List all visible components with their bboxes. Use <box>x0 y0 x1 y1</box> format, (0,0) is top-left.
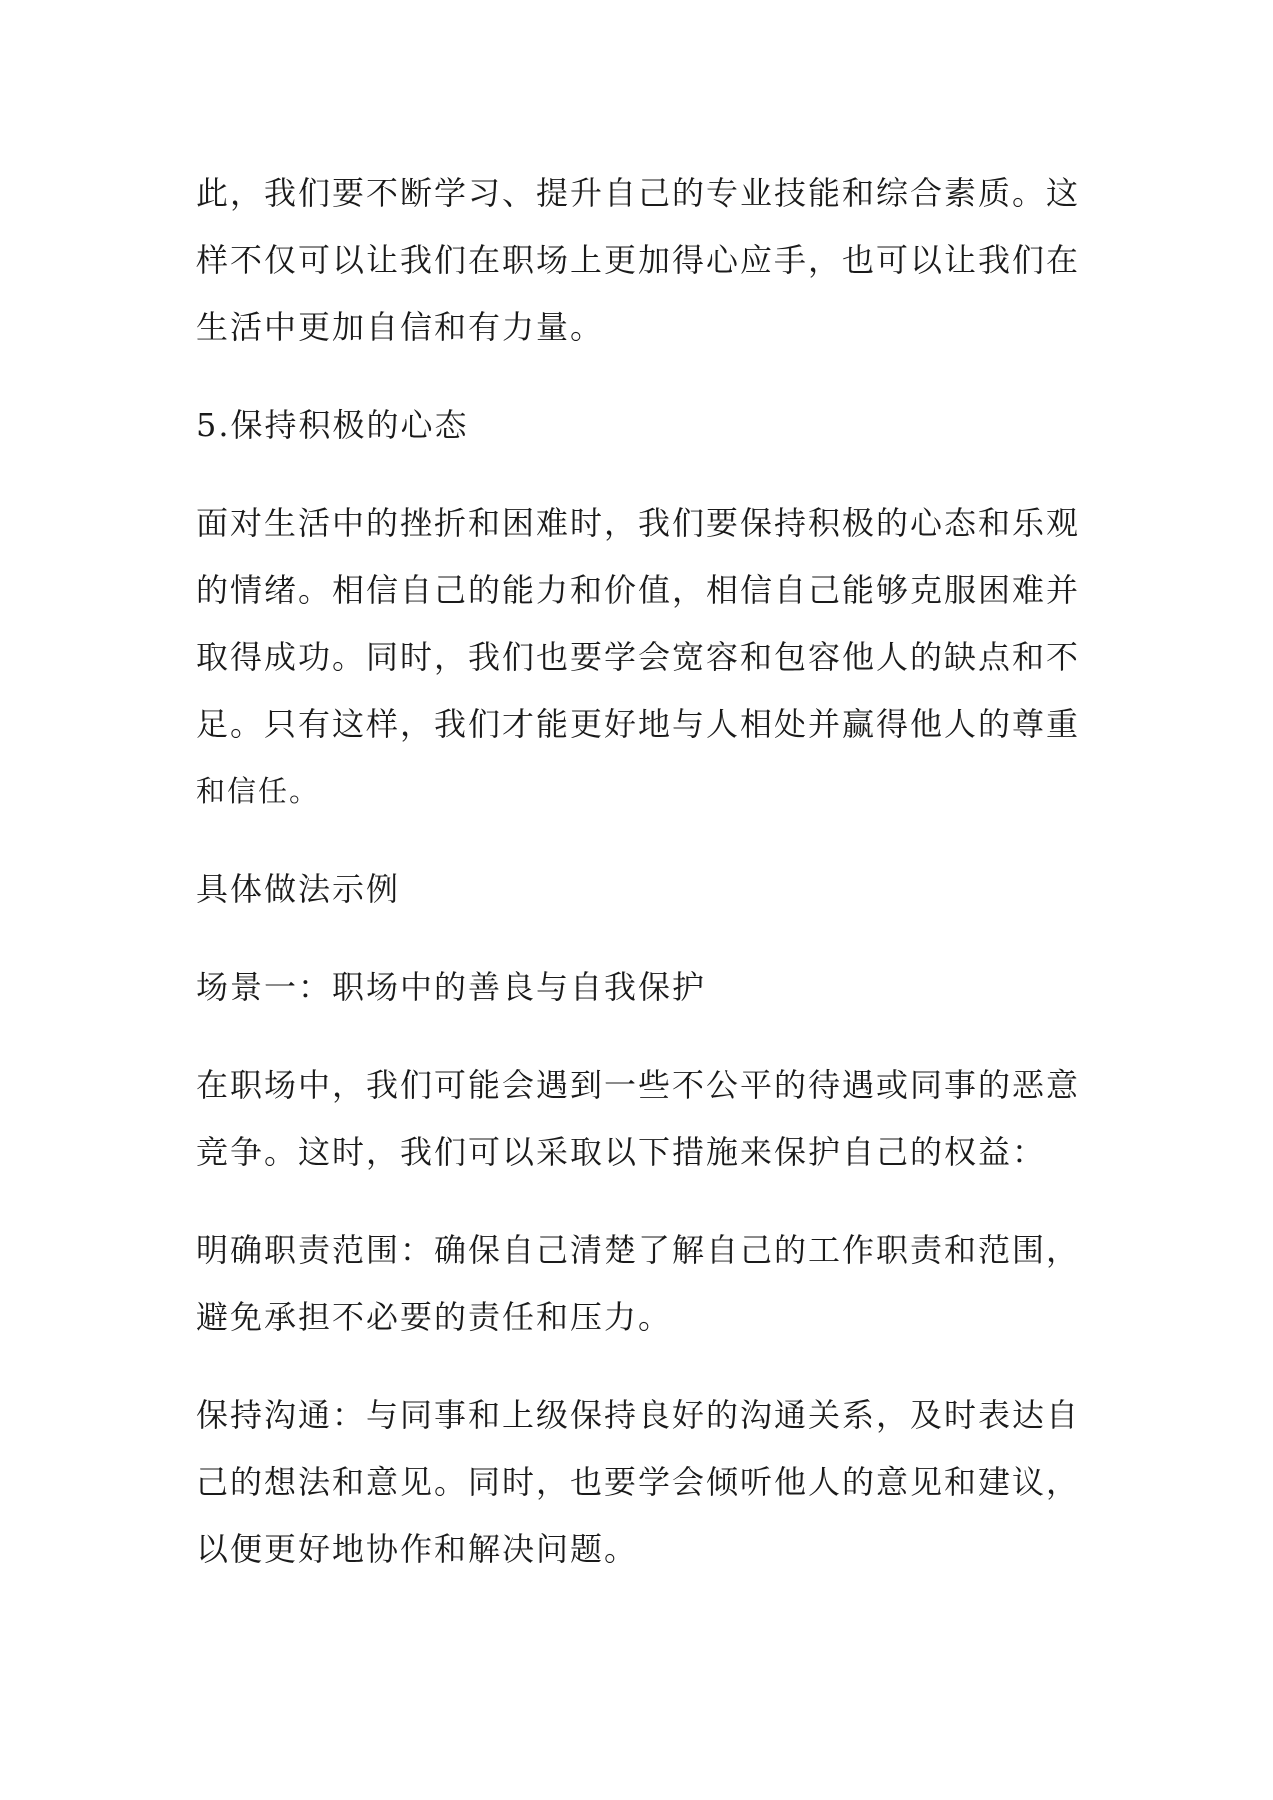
text-line: 明确职责范围：确保自己清楚了解自己的工作职责和范围， <box>196 1231 1081 1269</box>
text-line: 面对生活中的挫折和困难时，我们要保持积极的心态和乐观 <box>196 504 1081 542</box>
paragraph-clarify-duties <box>196 1217 1086 1351</box>
paragraph-continuation <box>196 160 1086 361</box>
text-line: 竞争。这时，我们可以采取以下措施来保护自己的权益： <box>196 1133 1047 1171</box>
paragraph-scene-1 <box>196 1052 1086 1186</box>
text-line: 避免承担不必要的责任和压力。 <box>196 1298 673 1336</box>
text-line: 的情绪。相信自己的能力和价值，相信自己能够克服困难并 <box>196 571 1081 609</box>
document-body <box>196 160 1086 1614</box>
text-line: 在职场中，我们可能会遇到一些不公平的待遇或同事的恶意 <box>196 1066 1081 1104</box>
section-heading-5: 5.保持积极的心态 <box>196 406 469 444</box>
paragraph-keep-communication <box>196 1382 1086 1583</box>
text-line: 此，我们要不断学习、提升自己的专业技能和综合素质。这 <box>196 174 1081 212</box>
text-line: 样不仅可以让我们在职场上更加得心应手，也可以让我们在 <box>196 241 1081 279</box>
text-line: 和信任。 <box>196 774 321 808</box>
text-line: 生活中更加自信和有力量。 <box>196 308 605 346</box>
heading-examples: 具体做法示例 <box>196 870 401 908</box>
paragraph-positive-attitude <box>196 490 1086 825</box>
text-line: 保持沟通：与同事和上级保持良好的沟通关系，及时表达自 <box>196 1396 1081 1434</box>
text-line: 以便更好地协作和解决问题。 <box>196 1530 639 1568</box>
text-line: 己的想法和意见。同时，也要学会倾听他人的意见和建议， <box>196 1463 1081 1501</box>
heading-scene-1: 场景一：职场中的善良与自我保护 <box>196 968 707 1006</box>
text-line: 足。只有这样，我们才能更好地与人相处并赢得他人的尊重 <box>196 705 1081 743</box>
text-line: 取得成功。同时，我们也要学会宽容和包容他人的缺点和不 <box>196 638 1081 676</box>
